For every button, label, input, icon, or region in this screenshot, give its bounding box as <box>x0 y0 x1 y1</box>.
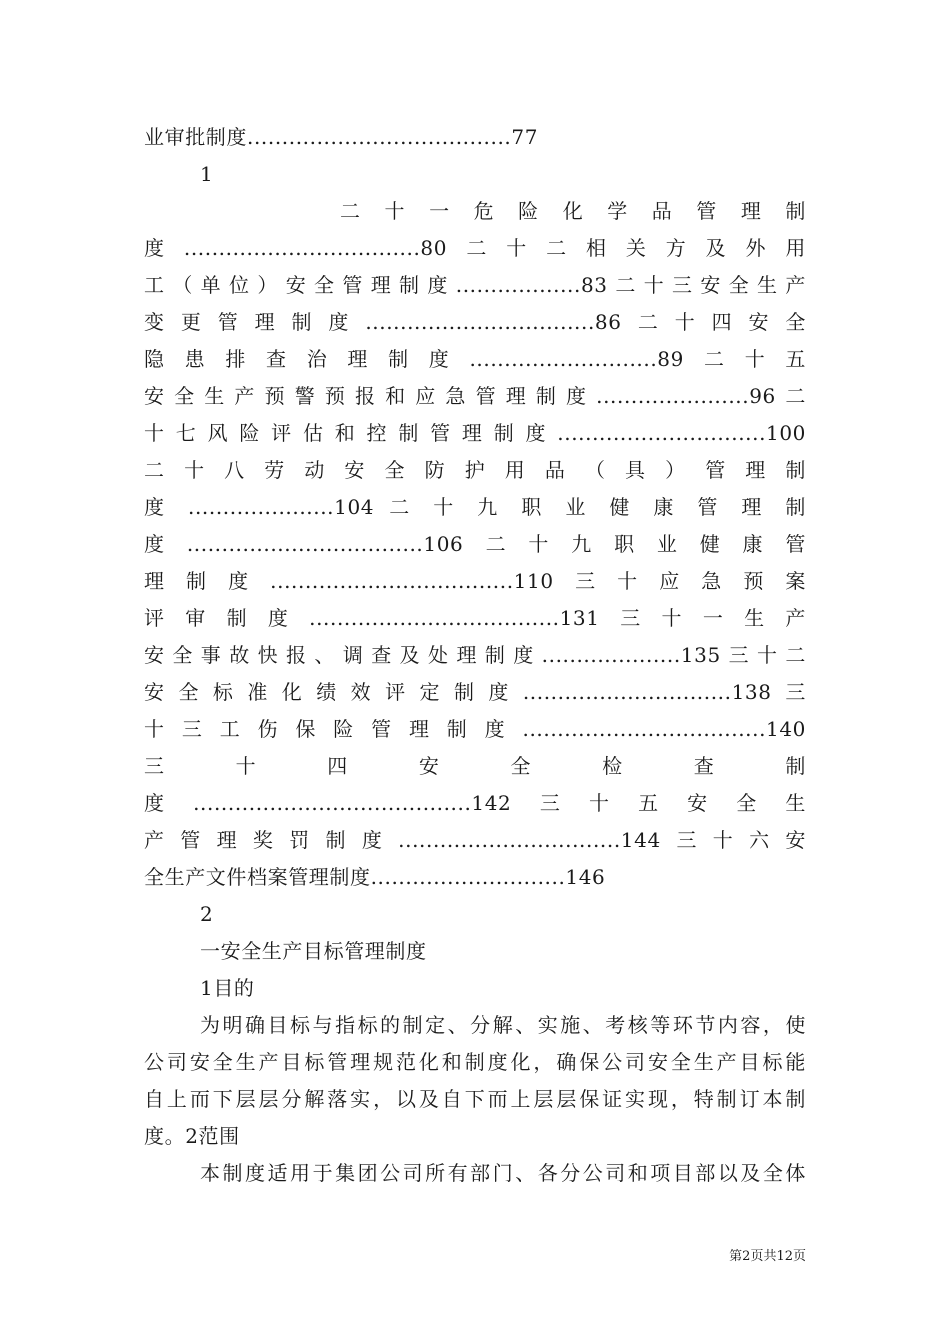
page-footer: 第2页共12页 <box>729 1249 806 1264</box>
section-heading: 一安全生产目标管理制度 <box>200 939 427 963</box>
toc-line: 理制度...................................110三十应急预案 <box>144 569 806 593</box>
toc-line: 十七风险评估和控制管理制度..............................100 <box>144 421 806 445</box>
toc-line: 工（单位）安全管理制度..................83二十三安全生产 <box>144 273 806 297</box>
toc-line: 二 十 八 劳 动 安 全 防 护 用 品 （ 具 ） 管 理 制 <box>144 458 806 482</box>
toc-line: 度........................................142三十五安全生 <box>144 791 806 815</box>
toc-line: 度 .....................104 二 十 九 职 业 健 康 管 理 制 <box>144 495 806 519</box>
toc-line: 度..................................106二十九职业健康管 <box>144 532 806 556</box>
toc-line: 度..................................80二十二相关方及外用 <box>144 236 806 260</box>
paragraph-line: 公司安全生产目标管理规范化和制度化，确保公司安全生产目标能 <box>144 1050 806 1074</box>
toc-page-number: 2 <box>200 902 214 926</box>
paragraph-line: 自上而下层层分解落实，以及自下而上层层保证实现，特制订本制 <box>144 1087 806 1111</box>
toc-line: 十三工伤保险管理制度...................................140 <box>144 717 806 741</box>
toc-line: 变更管理制度.................................86二十四安全 <box>144 310 806 334</box>
toc-line: 二 十 一 危 险 化 学 品 管 理 制 <box>340 199 806 223</box>
toc-line: 产管理奖罚制度................................144三十六安 <box>144 828 806 852</box>
toc-line: 安全标准化绩效评定制度..............................138三 <box>144 680 806 704</box>
toc-line: 评审制度....................................131三十一生产 <box>144 606 806 630</box>
toc-line: 安全生产预警预报和应急管理制度......................96二 <box>144 384 806 408</box>
toc-line: 三 十 四 安 全 检 查 制 <box>144 754 806 778</box>
paragraph-line: 为明确目标与指标的制定、分解、实施、考核等环节内容，使 <box>200 1013 806 1037</box>
toc-line: 业审批制度......................................77 <box>144 125 539 149</box>
toc-page-number: 1 <box>200 162 214 186</box>
paragraph-line: 本制度适用于集团公司所有部门、各分公司和项目部以及全体 <box>200 1161 806 1185</box>
toc-line: 隐患排查治理制度...........................89二十五 <box>144 347 806 371</box>
paragraph-line: 度。2范围 <box>144 1124 240 1148</box>
toc-line: 安全事故快报、调查及处理制度....................135三十二 <box>144 643 806 667</box>
subsection-heading: 1目的 <box>200 976 255 1000</box>
toc-line: 全生产文件档案管理制度............................146 <box>144 865 606 889</box>
